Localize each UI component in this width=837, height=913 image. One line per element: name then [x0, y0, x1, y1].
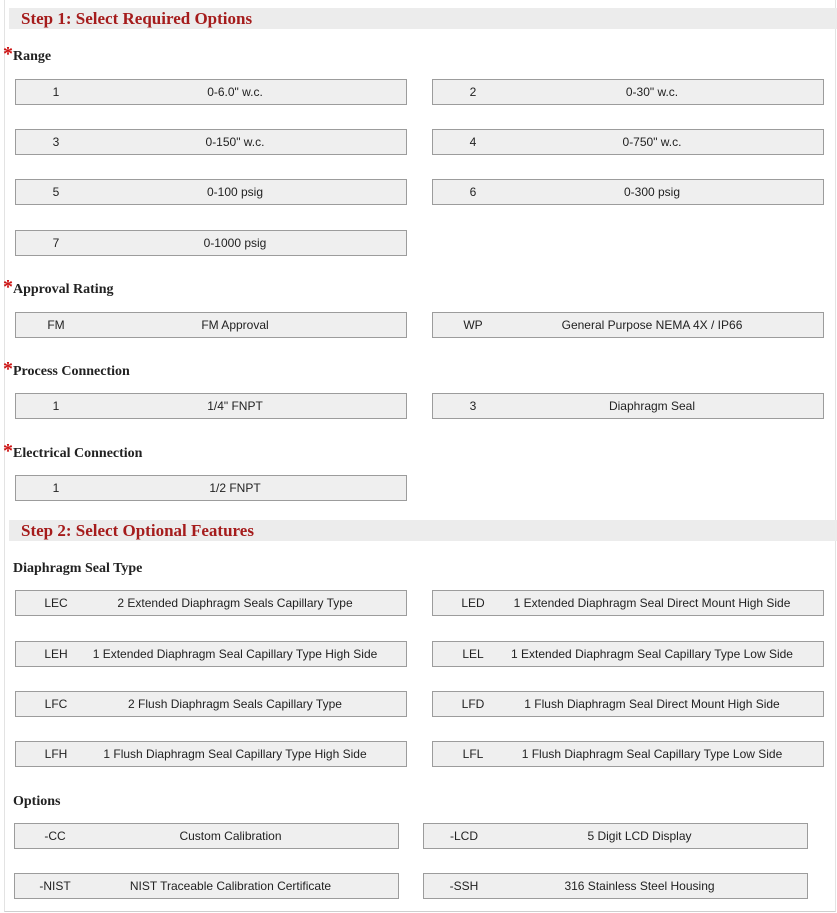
process-label: Process Connection — [13, 364, 130, 379]
option-code: LFC — [44, 697, 68, 711]
option-description: 1 Flush Diaphragm Seal Capillary Type High Side — [103, 747, 367, 761]
option-description: 1 Flush Diaphragm Seal Direct Mount High Side — [524, 697, 780, 711]
process-option-1[interactable] — [15, 393, 407, 419]
option-description: 0-6.0" w.c. — [207, 85, 263, 99]
option-description: 1 Extended Diaphragm Seal Direct Mount High Side — [513, 596, 791, 610]
seal-option-lel[interactable] — [432, 641, 824, 667]
approval-required-marker: * — [3, 276, 13, 298]
seal-type-label: Diaphragm Seal Type — [13, 561, 143, 576]
seal-option-lfc[interactable] — [15, 691, 407, 717]
option-code: 1 — [52, 85, 60, 99]
step1-title: Step 1: Select Required Options — [21, 9, 253, 28]
option-code: LFL — [462, 747, 484, 761]
option-description: 1/2 FNPT — [209, 481, 261, 495]
seal-option-lec[interactable] — [15, 590, 407, 616]
option-description: 2 Extended Diaphragm Seals Capillary Type — [117, 596, 353, 610]
range-option-1[interactable] — [15, 79, 407, 105]
seal-option-led[interactable] — [432, 590, 824, 616]
approval-label: Approval Rating — [13, 282, 114, 297]
option-code: FM — [47, 318, 65, 332]
electrical-label: Electrical Connection — [13, 446, 143, 461]
range-option-3[interactable] — [15, 129, 407, 155]
range-required-marker: * — [3, 43, 13, 65]
option-code: LED — [461, 596, 485, 610]
option-description: General Purpose NEMA 4X / IP66 — [561, 318, 743, 332]
range-option-2[interactable] — [432, 79, 824, 105]
option-description: Custom Calibration — [179, 829, 282, 843]
option-code: 4 — [469, 135, 477, 149]
electrical-required-marker: * — [3, 440, 13, 462]
option-code: LFD — [461, 697, 485, 711]
approval-option-fm[interactable] — [15, 312, 407, 338]
step1-header — [9, 8, 837, 29]
process-option-3[interactable] — [432, 393, 824, 419]
approval-option-wp[interactable] — [432, 312, 824, 338]
option-description: 2 Flush Diaphragm Seals Capillary Type — [128, 697, 342, 711]
option-description: FM Approval — [201, 318, 269, 332]
option-description: 0-300 psig — [623, 185, 681, 199]
step2-header — [9, 520, 837, 541]
option-description: 1/4" FNPT — [207, 399, 263, 413]
option-code: LFH — [44, 747, 68, 761]
option-code: 6 — [469, 185, 477, 199]
electrical-option-1[interactable] — [15, 475, 407, 501]
option-code: -SSH — [449, 879, 479, 893]
option-code: 2 — [469, 85, 477, 99]
range-label: Range — [13, 49, 52, 64]
option-description: 0-30" w.c. — [625, 85, 679, 99]
options-label: Options — [13, 794, 61, 809]
option-code: 5 — [52, 185, 60, 199]
option-code: LEL — [462, 647, 484, 661]
option-code: 3 — [469, 399, 477, 413]
option-nist[interactable] — [14, 873, 399, 899]
option-code: WP — [463, 318, 483, 332]
range-option-4[interactable] — [432, 129, 824, 155]
option-description: 0-150" w.c. — [205, 135, 265, 149]
process-required-marker: * — [3, 358, 13, 380]
option-description: 316 Stainless Steel Housing — [564, 879, 715, 893]
range-option-7[interactable] — [15, 230, 407, 256]
option-code: 1 — [52, 399, 60, 413]
option-code: LEC — [44, 596, 68, 610]
option-description: 0-1000 psig — [203, 236, 267, 250]
option-description: 0-100 psig — [206, 185, 264, 199]
option-description: NIST Traceable Calibration Certificate — [129, 879, 332, 893]
option-code: -NIST — [39, 879, 71, 893]
option-code: 7 — [52, 236, 60, 250]
option-cc[interactable] — [14, 823, 399, 849]
range-option-5[interactable] — [15, 179, 407, 205]
option-lcd[interactable] — [423, 823, 808, 849]
option-ssh[interactable] — [423, 873, 808, 899]
option-description: 0-750" w.c. — [622, 135, 682, 149]
step2-title: Step 2: Select Optional Features — [21, 521, 254, 540]
option-code: -CC — [44, 829, 66, 843]
option-code: 1 — [52, 481, 60, 495]
option-code: LEH — [44, 647, 68, 661]
option-description: Diaphragm Seal — [608, 399, 696, 413]
option-code: 3 — [52, 135, 60, 149]
option-description: 1 Flush Diaphragm Seal Capillary Type Low Side — [521, 747, 783, 761]
option-description: 5 Digit LCD Display — [587, 829, 692, 843]
option-code: -LCD — [449, 829, 478, 843]
option-description: 1 Extended Diaphragm Seal Capillary Type Low Side — [511, 647, 793, 661]
seal-option-lfd[interactable] — [432, 691, 824, 717]
seal-option-lfl[interactable] — [432, 741, 824, 767]
seal-option-leh[interactable] — [15, 641, 407, 667]
range-option-6[interactable] — [432, 179, 824, 205]
option-description: 1 Extended Diaphragm Seal Capillary Type High Side — [92, 647, 378, 661]
seal-option-lfh[interactable] — [15, 741, 407, 767]
